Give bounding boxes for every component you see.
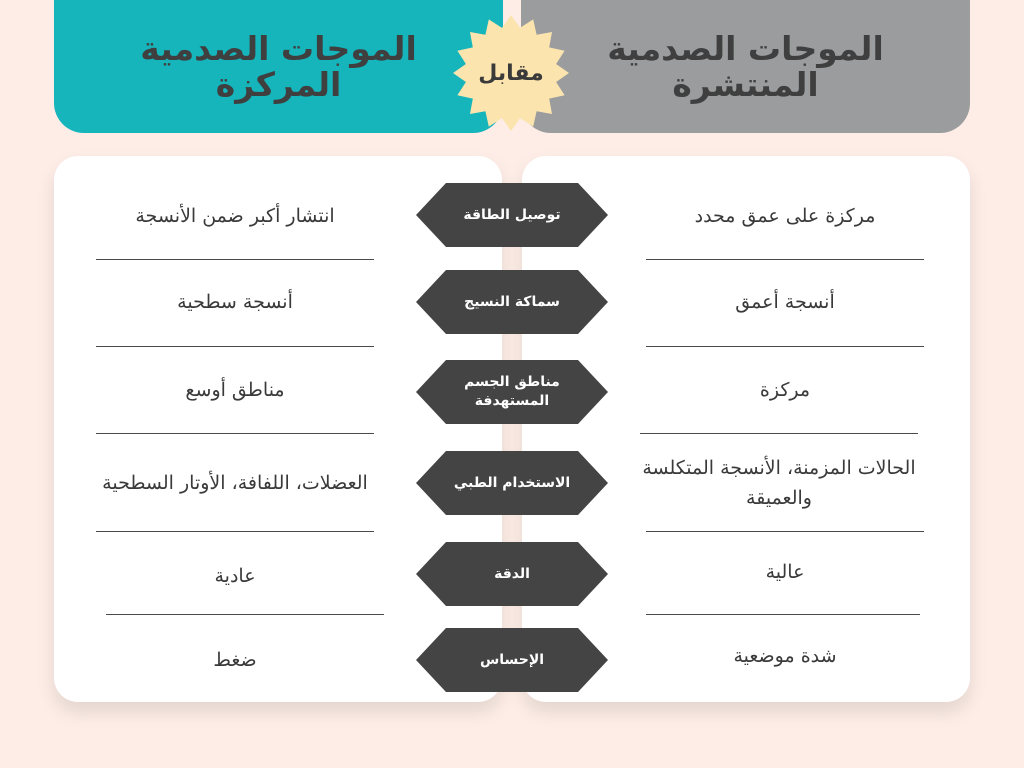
right-cell-medical: الحالات المزمنة، الأنسجة المتكلسة والعميقة [642,457,916,509]
left-cell-tissue: أنسجة سطحية [177,291,293,313]
right-cell-sensation: شدة موضعية [733,645,837,667]
vs-label: مقابل [478,60,544,86]
left-cell-medical: العضلات، اللفافة، الأوتار السطحية [102,472,368,494]
row-label-text: توصيل الطاقة [463,206,561,223]
left-divider [96,531,374,532]
left-divider [96,433,374,434]
left-cell-energy: انتشار أكبر ضمن الأنسجة [135,205,335,227]
row-label-text: الاستخدام الطبي [453,474,571,491]
right-divider [646,259,924,260]
vs-badge [452,14,570,132]
left-divider [106,614,384,615]
left-header-title: الموجات الصدمية المركزة [140,28,417,104]
left-cell-sensation: ضغط [213,649,257,671]
row-label-precision [416,542,608,606]
row-label-sensation [416,628,608,692]
row-label-text: الإحساس [479,651,545,668]
right-divider [646,614,920,615]
right-divider [646,531,924,532]
right-cell-tissue: أنسجة أعمق [735,291,835,313]
row-label-medical [416,451,608,515]
right-header-title: الموجات الصدمية المنتشرة [607,28,884,104]
row-label-text: الدقة [494,565,530,582]
right-cell-precision: عالية [765,561,805,583]
row-label-text: سماكة النسيج [464,293,560,310]
left-divider [96,346,374,347]
right-cell-energy: مركزة على عمق محدد [694,205,876,227]
row-label-areas [416,360,608,424]
left-divider [96,259,374,260]
right-header [521,0,970,133]
right-divider [640,433,918,434]
right-cell-areas: مركزة [759,379,811,401]
row-label-energy [416,183,608,247]
row-label-text: مناطق الجسم المستهدفة [464,374,560,409]
right-divider [646,346,924,347]
left-header [54,0,503,133]
row-label-tissue [416,270,608,334]
left-cell-precision: عادية [214,565,256,587]
left-cell-areas: مناطق أوسع [185,379,285,401]
